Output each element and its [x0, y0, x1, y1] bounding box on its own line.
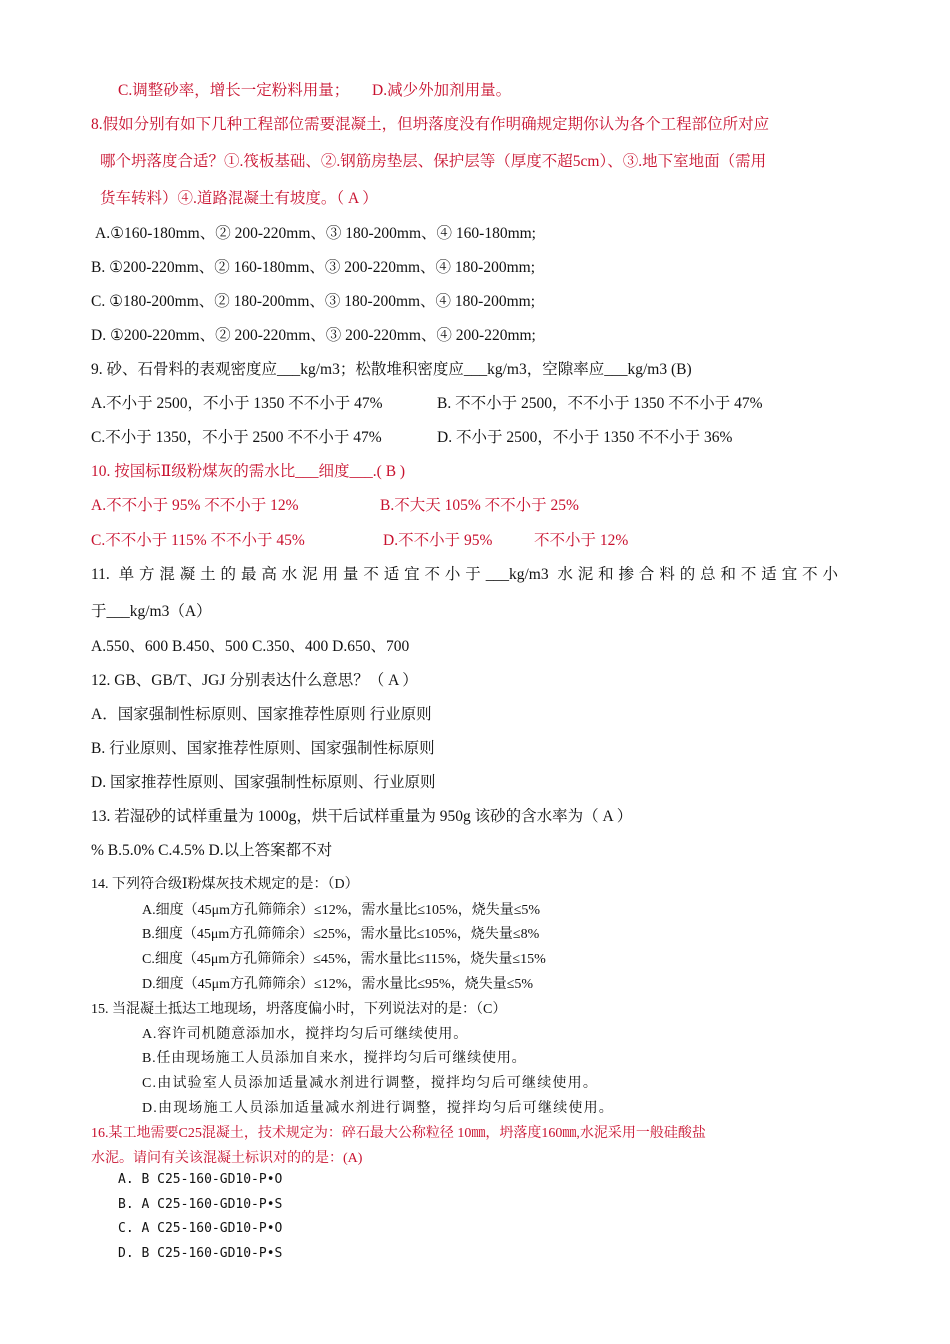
q11-stem-line-1: 11. 单方混凝土的最高水泥用量不适宜不小于___kg/m3 水泥和掺合料的总和不适宜不小 [91, 566, 838, 583]
q9-stem: 9. 砂、石骨料的表观密度应___kg/m3；松散堆积密度应___kg/m3，空隙率应___kg/m3 (B) [91, 361, 692, 378]
q14-option-a: A.细度（45μm方孔筛筛余）≤12%，需水量比≤105%，烧失量≤5% [142, 903, 541, 918]
q10-stem: 10. 按国标Ⅱ级粉煤灰的需水比___细度___.( B ) [91, 463, 406, 480]
q12-stem: 12. GB、GB/T、JGJ 分别表达什么意思？（ A ） [91, 672, 418, 689]
q8-option-b: B. ①200-220mm、② 160-180mm、③ 200-220mm、④ 180-200mm; [91, 259, 536, 276]
q14-stem: 14. 下列符合级Ⅰ粉煤灰技术规定的是：（D） [91, 877, 359, 892]
q10-option-d: D.不不小于 95% [383, 532, 493, 549]
q7-option-c: C.调整砂率，增长一定粉料用量； [118, 82, 350, 99]
q8-stem-line-2: 哪个坍落度合适？①.筏板基础、②.钢筋房垫层、保护层等（厚度不超5cm）、③.地下室地面（需用 [100, 153, 767, 170]
q10-option-b: B.不大天 105% 不不小于 25% [380, 497, 579, 514]
q16-stem-line-1: 16.某工地需要C25混凝土，技术规定为：碎石最大公称粒径 10㎜，坍落度160㎜,水泥采用一般硅酸盐 [91, 1126, 706, 1141]
q16-option-b: B. A C25-160-GD10-P•S [118, 1197, 283, 1212]
q9-option-b: B. 不不小于 2500，不不小于 1350 不不小于 47% [437, 395, 763, 412]
q12-option-d: D. 国家推荐性原则、国家强制性标原则、行业原则 [91, 774, 436, 791]
q8-option-c: C. ①180-200mm、② 180-200mm、③ 180-200mm、④ 180-200mm; [91, 293, 536, 310]
q12-option-b: B. 行业原则、国家推荐性原则、国家强制性标原则 [91, 740, 435, 757]
q14-option-c: C.细度（45μm方孔筛筛余）≤45%，需水量比≤115%，烧失量≤15% [142, 952, 546, 967]
q10-option-d-fineness: 不不小于 12% [534, 532, 629, 549]
q16-option-d: D. B C25-160-GD10-P•S [118, 1246, 283, 1261]
q9-option-d: D. 不小于 2500，不小于 1350 不不小于 36% [437, 429, 733, 446]
q15-option-b: B.任由现场施工人员添加自来水，搅拌均匀后可继续使用。 [142, 1051, 527, 1066]
q15-stem: 15. 当混凝土抵达工地现场，坍落度偏小时，下列说法对的是：（C） [91, 1002, 507, 1017]
q10-option-c: C.不不小于 115% 不不小于 45% [91, 532, 305, 549]
q8-stem-line-1: 8.假如分别有如下几种工程部位需要混凝土，但坍落度没有作明确规定期你认为各个工程部位所对应 [91, 116, 770, 133]
q14-option-d: D.细度（45μm方孔筛筛余）≤12%，需水量比≤95%，烧失量≤5% [142, 977, 534, 992]
q12-option-a: A．国家强制性标原则、国家推荐性原则 行业原则 [91, 706, 432, 723]
q11-options: A.550、600 B.450、500 C.350、400 D.650、700 [91, 638, 410, 655]
q14-option-b: B.细度（45μm方孔筛筛余）≤25%，需水量比≤105%，烧失量≤8% [142, 927, 540, 942]
q13-options: % B.5.0% C.4.5% D.以上答案都不对 [91, 842, 333, 859]
q7-option-d: D.减少外加剂用量。 [372, 82, 512, 99]
q15-option-c: C.由试验室人员添加适量减水剂进行调整，搅拌均匀后可继续使用。 [142, 1076, 599, 1091]
q9-option-c: C.不小于 1350，不小于 2500 不不小于 47% [91, 429, 382, 446]
q16-stem-line-2: 水泥。请问有关该混凝土标识对的的是：(A) [91, 1151, 363, 1166]
q8-option-d: D. ①200-220mm、② 200-220mm、③ 200-220mm、④ 200-220mm; [91, 327, 536, 344]
q11-stem-line-2: 于___kg/m3（A） [91, 603, 212, 620]
q16-option-a: A. B C25-160-GD10-P•O [118, 1172, 283, 1187]
q15-option-a: A.容许司机随意添加水，搅拌均匀后可继续使用。 [142, 1027, 469, 1042]
q13-stem: 13. 若湿砂的试样重量为 1000g，烘干后试样重量为 950g 该砂的含水率为（ A ） [91, 808, 633, 825]
q16-option-c: C. A C25-160-GD10-P•O [118, 1221, 283, 1236]
q8-stem-line-3: 货车转料）④.道路混凝土有坡度。（ A ） [100, 190, 378, 207]
q15-option-d: D.由现场施工人员添加适量减水剂进行调整，搅拌均匀后可继续使用。 [142, 1101, 615, 1116]
q8-option-a: A.①160-180mm、② 200-220mm、③ 180-200mm、④ 160-180mm; [95, 225, 536, 242]
q9-option-a: A.不小于 2500，不小于 1350 不不小于 47% [91, 395, 383, 412]
q10-option-a: A.不不小于 95% 不不小于 12% [91, 497, 299, 514]
